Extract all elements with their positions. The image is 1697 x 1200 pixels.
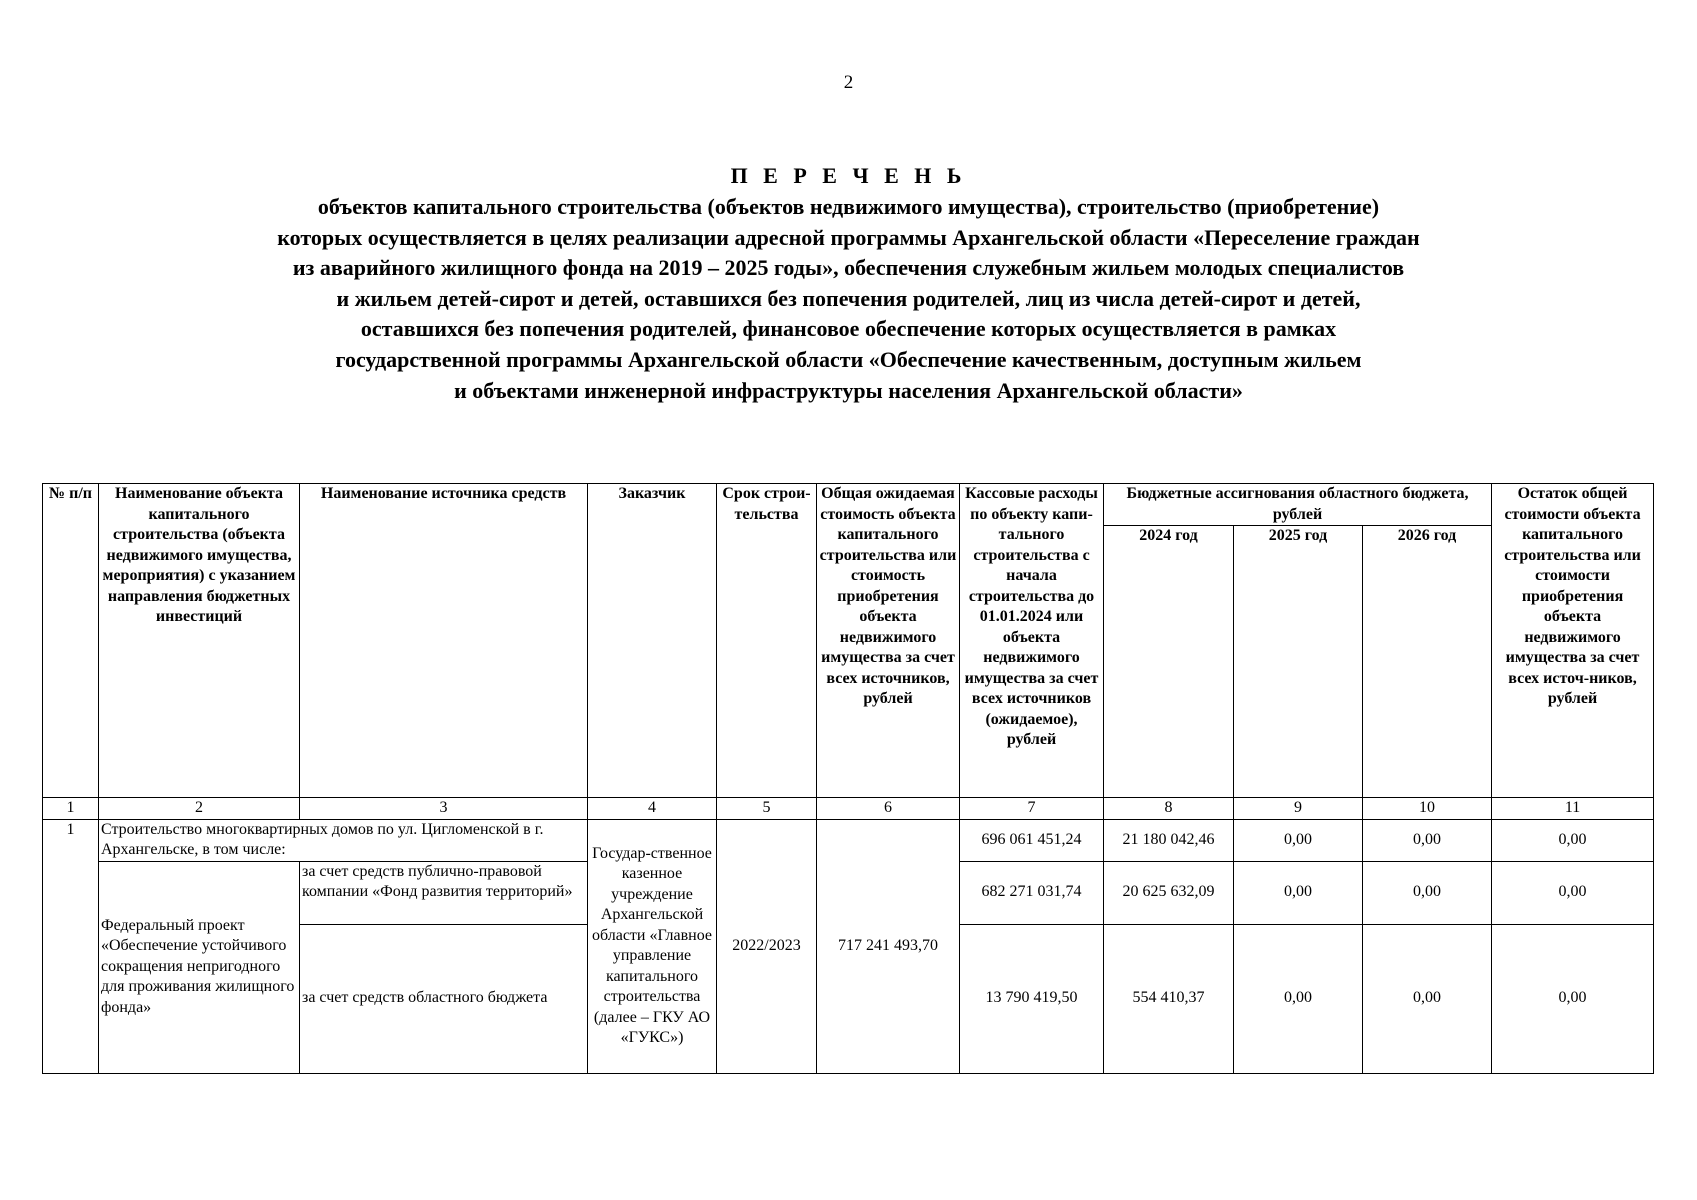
- cash-expenses-cell: 13 790 419,50: [960, 924, 1104, 1073]
- title-line-7: и объектами инженерной инфраструктуры населения Архангельской области»: [454, 377, 1243, 403]
- column-number: 5: [717, 798, 817, 820]
- budget-2025-cell: 0,00: [1234, 819, 1363, 861]
- header-customer: Заказчик: [588, 484, 717, 798]
- table-row: [43, 819, 1654, 861]
- header-total-cost: Общая ожидаемая стоимость объекта капитального строительства или стоимость приобретения объекта недвижимого имущества за счет всех источников, рублей: [817, 484, 960, 798]
- header-object-name: Наименование объекта капитального строительства (объекта недвижимого имущества, мероприятия) с указанием направления бюджетных инвестиций: [99, 484, 300, 798]
- column-numbers-row: [43, 798, 1654, 820]
- column-number: 8: [1104, 798, 1234, 820]
- budget-2026-cell: 0,00: [1363, 924, 1492, 1073]
- project-name: Федеральный проект «Обеспечение устойчивого сокращения непригодного для проживания жилищного фонда»: [99, 861, 300, 1073]
- period-cell: 2022/2023: [717, 819, 817, 1073]
- column-number: 3: [300, 798, 588, 820]
- title-line-6: государственной программы Архангельской области «Обеспечение качественным, доступным жильем: [335, 346, 1362, 372]
- column-number: 6: [817, 798, 960, 820]
- column-number: 2: [99, 798, 300, 820]
- budget-2025-cell: 0,00: [1234, 861, 1363, 924]
- budget-2024-cell: 21 180 042,46: [1104, 819, 1234, 861]
- column-number: 11: [1492, 798, 1654, 820]
- source-cell: за счет средств областного бюджета: [300, 924, 588, 1073]
- column-number: 1: [43, 798, 99, 820]
- title-line-1: объектов капитального строительства (объектов недвижимого имущества), строительство (приобретение): [317, 194, 1380, 219]
- title-line-2: которых осуществляется в целях реализации адресной программы Архангельской области «Переселение граждан: [277, 224, 1420, 250]
- header-year-2026: 2026 год: [1363, 526, 1492, 798]
- header-cash-expenses: Кассовые расходы по объекту капи-тального строительства с начала строительства до 01.01.2024 или объекта недвижимого имущества за счет всех источников (ожидаемое), рублей: [960, 484, 1104, 798]
- budget-2024-cell: 554 410,37: [1104, 924, 1234, 1073]
- header-source: Наименование источника средств: [300, 484, 588, 798]
- budget-2025-cell: 0,00: [1234, 924, 1363, 1073]
- column-number: 7: [960, 798, 1104, 820]
- title-line-3: из аварийного жилищного фонда на 2019 – 2025 годы», обеспечения служебным жильем молодых специалистов: [292, 255, 1405, 281]
- header-budget-group: Бюджетные ассигнования областного бюджета, рублей: [1104, 484, 1492, 526]
- cash-expenses-cell: 682 271 031,74: [960, 861, 1104, 924]
- remainder-cell: 0,00: [1492, 924, 1654, 1073]
- remainder-cell: 0,00: [1492, 861, 1654, 924]
- row-number: 1: [43, 819, 99, 1073]
- total-cost-cell: 717 241 493,70: [817, 819, 960, 1073]
- source-cell: за счет средств публично-правовой компании «Фонд развития территорий»: [300, 861, 588, 924]
- header-row: [43, 484, 1654, 526]
- customer-cell: Государ-ственное казенное учреждение Архангельской области «Главное управление капитального строительства (далее – ГКУ АО «ГУКС»): [588, 819, 717, 1073]
- document-title: [60, 160, 1637, 406]
- page-number: 2: [843, 72, 854, 93]
- column-number: 4: [588, 798, 717, 820]
- column-number: 10: [1363, 798, 1492, 820]
- budget-2026-cell: 0,00: [1363, 861, 1492, 924]
- budget-2026-cell: 0,00: [1363, 819, 1492, 861]
- title-main: П Е Р Е Ч Е Н Ь: [730, 163, 967, 188]
- budget-2024-cell: 20 625 632,09: [1104, 861, 1234, 924]
- objects-table: [42, 483, 1654, 1074]
- header-year-2025: 2025 год: [1234, 526, 1363, 798]
- column-number: 9: [1234, 798, 1363, 820]
- header-remainder: Остаток общей стоимости объекта капитального строительства или стоимости приобретения объекта недвижимого имущества за счет всех источ-ников, рублей: [1492, 484, 1654, 798]
- title-line-5: оставшихся без попечения родителей, финансовое обеспечение которых осуществляется в рамках: [360, 316, 1337, 342]
- title-line-4: и жильем детей-сирот и детей, оставшихся без попечения родителей, лиц из числа детей-сирот и детей,: [336, 285, 1361, 311]
- object-name: Строительство многоквартирных домов по ул. Цигломенской в г. Архангельске, в том числе:: [99, 819, 588, 861]
- remainder-cell: 0,00: [1492, 819, 1654, 861]
- header-num: № п/п: [43, 484, 99, 798]
- header-year-2024: 2024 год: [1104, 526, 1234, 798]
- cash-expenses-cell: 696 061 451,24: [960, 819, 1104, 861]
- header-period: Срок строи-тельства: [717, 484, 817, 798]
